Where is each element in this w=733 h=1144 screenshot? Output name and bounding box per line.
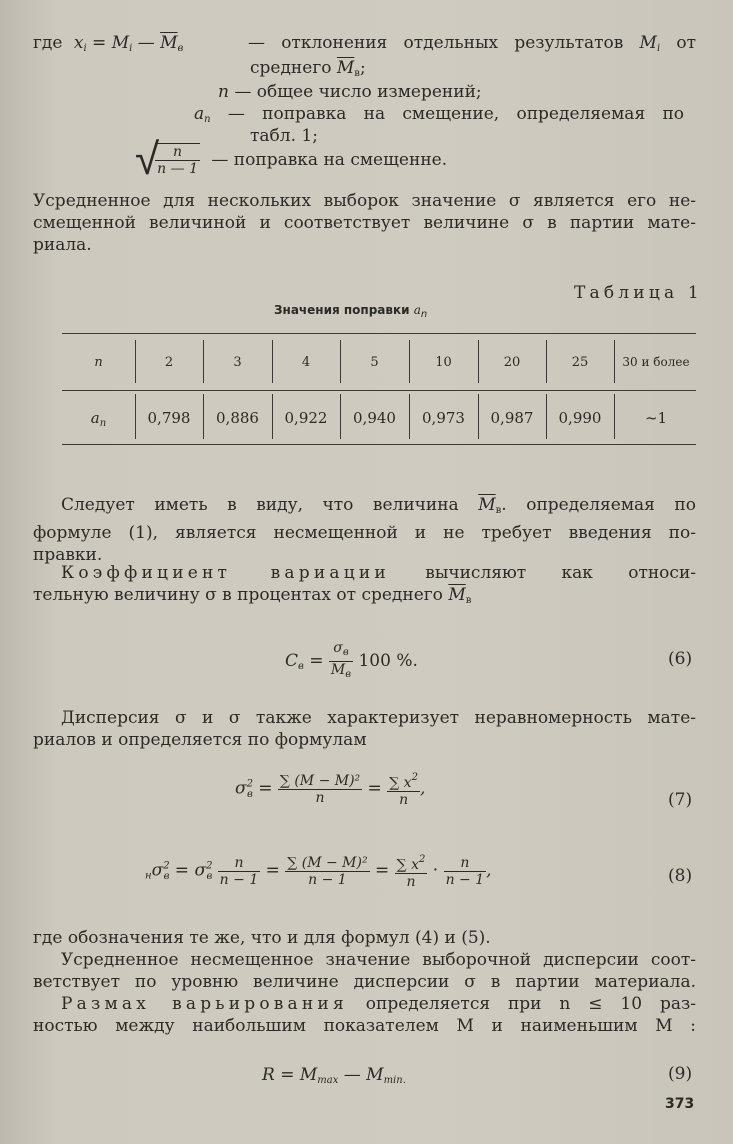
table-caption: Значения поправки $a_n$ xyxy=(274,303,428,320)
table-value-cell: 0,990 xyxy=(558,409,602,427)
equation-6: $C_в$ = $\frac{\sigma_в}{M_в}$ 100 %. xyxy=(285,640,418,680)
table-value-cell: 0,973 xyxy=(422,409,465,427)
paragraph-1: Усредненное для нескольких выборок значение σ является его не- смещенной величиной и соответствует величине σ в партии мате- риала. xyxy=(33,191,696,255)
table-header-cell: 25 xyxy=(571,355,589,370)
table-bottom-rule xyxy=(62,444,696,445)
equation-number-8: (8) xyxy=(668,866,693,886)
table-header-cell: 20 xyxy=(503,355,521,370)
table-value-cell: 0,940 xyxy=(353,409,396,427)
paragraph-2: Следует иметь в виду, что величина $\overline{M}_в$. определяемая по формуле (1), является несмещенной и не требует введения по- правки. xyxy=(33,495,696,565)
table-mid-rule xyxy=(62,390,696,391)
paragraph-3: Коэффициент вариации вычисляют как относи- тельную величину σ в процентах от среднего $\overline{M}_в$ xyxy=(33,563,697,606)
table-header-cell: 4 xyxy=(301,355,311,370)
table-header-cell: 30 и более xyxy=(622,355,690,369)
table-header-cell: 2 xyxy=(164,355,174,370)
table-row-label: $a_n$ xyxy=(90,409,107,429)
def-n: n — общее число измерений; xyxy=(218,82,482,102)
equation-number-9: (9) xyxy=(668,1064,693,1084)
table-value-cell: 0,798 xyxy=(147,409,191,427)
equation-number-7: (7) xyxy=(668,790,693,810)
table-value-cell: 0,886 xyxy=(216,409,259,427)
def-line-1-desc: — отклонения отдельных результатов $M_i$ от xyxy=(248,33,697,54)
page-number: 373 xyxy=(665,1096,695,1112)
paragraph-4: Дисперсия σ и σ также характеризует неравномерность мате- риалов и определяется по формулам xyxy=(33,708,696,750)
table-header-cell: 3 xyxy=(233,355,242,370)
def-line-2: среднего $\overline{M}_в$; xyxy=(250,58,366,79)
table-header-cell: 10 xyxy=(435,355,452,370)
table-value-cell: 0,987 xyxy=(490,409,534,427)
table-header-label: n xyxy=(94,355,103,370)
equation-9: $R = M_{max}$ — $M_{min.}$ xyxy=(262,1065,406,1086)
table-label: Таблица 1 xyxy=(574,283,703,303)
table-top-rule xyxy=(62,333,696,334)
table-value-cell: ~1 xyxy=(644,409,668,427)
table-header-cell: 5 xyxy=(370,355,379,370)
def-an-2: табл. 1; xyxy=(250,126,318,146)
def-an: $a_n$ — поправка на смещение, определяемая по xyxy=(194,104,685,125)
equation-number-6: (6) xyxy=(668,649,693,669)
paragraph-5: где обозначения те же, что и для формул (4) и (5). Усредненное несмещенное значение выборочной дисперсии соот- ветствует по уровню величине дисперсии σ в партии материала. Размах варьирования определяется при n ≤ 10 раз- ностью между наибольшим показателем M и наименьшим M : xyxy=(33,928,696,1036)
table-value-cell: 0,922 xyxy=(284,409,328,427)
equation-7: $\sigma^2_в$ = $\frac{\text{∑ (M − M)²}}{n}$ = $\frac{\sum x^2}{n}$ , xyxy=(235,772,426,808)
def-line-1: где $x_i = M_i$ — $\overline{M}_в$ xyxy=(33,33,184,54)
equation-8: $_н\sigma^2_в = \sigma^2_в$ $\frac{n}{n - 1}$ = $\frac{\text{∑ (M − M)²}}{n - 1}$ = $\frac{\sum x^2}{n}$ · $\frac{n}{n - 1}$ , xyxy=(145,854,492,890)
def-sqrt: √ $\frac{n}{n — 1}$ — поправка на смещенне. xyxy=(135,134,448,185)
